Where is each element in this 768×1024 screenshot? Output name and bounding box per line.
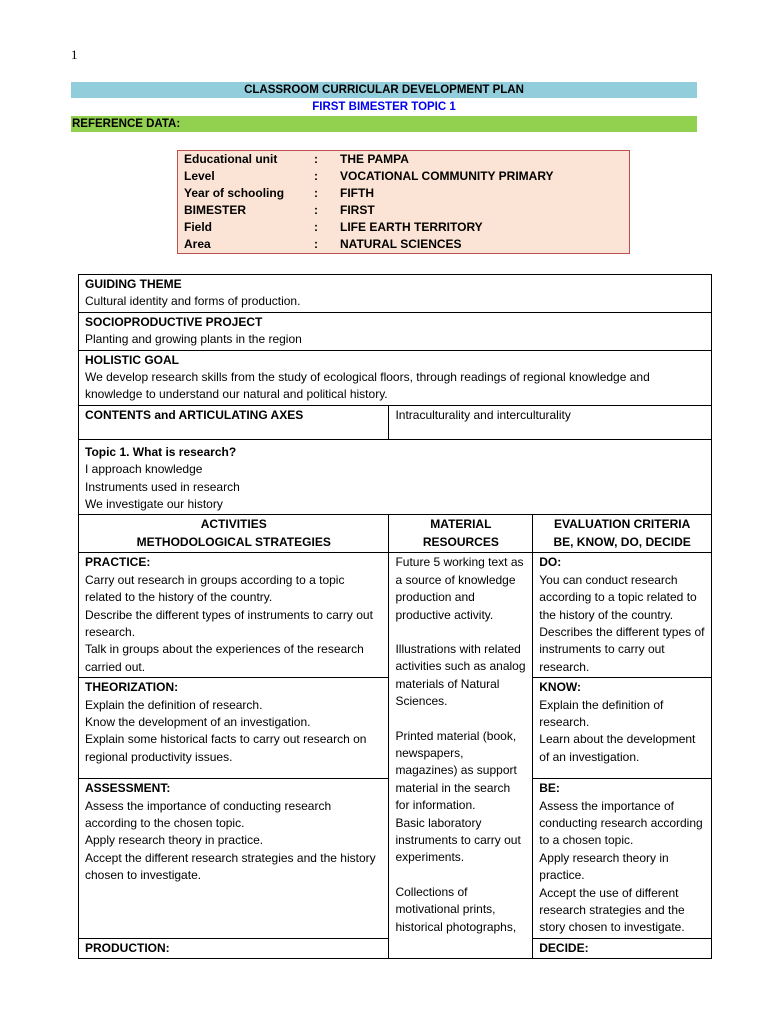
theorization-line: Explain some historical facts to carry out research on regional productivity issues.	[85, 732, 367, 764]
practice-line: Talk in groups about the experiences of the research carried out.	[85, 642, 364, 674]
topic-row	[79, 439, 712, 515]
assessment-line: Apply research theory in practice.	[85, 833, 264, 848]
reference-key: Level	[184, 169, 215, 183]
reference-separator: :	[314, 220, 318, 234]
reference-separator: :	[314, 203, 318, 217]
production-label: PRODUCTION:	[79, 938, 389, 958]
material-item: Future 5 working text as a source of knowledge production and productive activity.	[395, 555, 524, 622]
topic-item: We investigate our history	[85, 497, 223, 512]
reference-data-table	[177, 150, 630, 254]
criteria-header-line1: EVALUATION CRITERIA	[554, 517, 691, 532]
reference-separator: :	[314, 186, 318, 200]
topic-title: Topic 1. What is research?	[85, 444, 237, 459]
contents-label: CONTENTS and ARTICULATING AXES	[79, 405, 389, 439]
be-line: Accept the use of different research strategies and the story chosen to investigate.	[539, 885, 685, 935]
reference-value: FIRST	[340, 203, 375, 217]
theorization-line: Know the development of an investigation.	[85, 714, 311, 729]
guiding-theme-cell	[79, 275, 712, 313]
reference-key: BIMESTER	[184, 203, 247, 217]
material-item: Basic laboratory instruments to carry out experiments.	[395, 815, 521, 865]
reference-row	[178, 236, 630, 254]
reference-row	[178, 185, 630, 202]
activities-header-line2: METHODOLOGICAL STRATEGIES	[136, 534, 331, 549]
know-label: KNOW:	[539, 680, 582, 695]
practice-line: Carry out research in groups according to a topic related to the history of the country.	[85, 572, 345, 605]
reference-key: Year of schooling	[184, 186, 285, 200]
do-line: You can conduct research according to a topic related to the history of the country.	[539, 572, 697, 622]
contents-row	[79, 405, 712, 439]
reference-key: Field	[184, 220, 213, 234]
practice-line: Describe the different types of instruments to carry out research.	[85, 607, 373, 639]
guiding-theme-row	[79, 275, 712, 313]
know-line: Explain the definition of research.	[539, 697, 664, 729]
reference-separator: :	[314, 237, 318, 251]
be-line: Assess the importance of conducting research according to a chosen topic.	[539, 798, 703, 848]
criteria-header	[533, 515, 712, 553]
assessment-label: ASSESSMENT:	[85, 781, 171, 796]
do-cell	[533, 553, 712, 678]
criteria-header-line2: BE, KNOW, DO, DECIDE	[553, 534, 691, 549]
materials-header: MATERIAL RESOURCES	[389, 515, 533, 553]
reference-row	[178, 219, 630, 236]
topic-cell	[79, 439, 712, 515]
topic-item: I approach knowledge	[85, 462, 203, 477]
reference-data-heading: REFERENCE DATA:	[71, 116, 697, 132]
material-item: Collections of motivational prints, historical photographs,	[395, 884, 517, 934]
socioproductive-project-row	[79, 312, 712, 350]
holistic-goal-label: HOLISTIC GOAL	[85, 352, 179, 367]
material-item: Illustrations with related activities such as analog materials of Natural Sciences.	[395, 641, 526, 709]
be-label: BE:	[539, 781, 560, 796]
reference-key: Educational unit	[184, 152, 278, 166]
socioproductive-project-label: SOCIOPRODUCTIVE PROJECT	[85, 314, 263, 329]
holistic-goal-cell	[79, 350, 712, 405]
know-line: Learn about the development of an investigation.	[539, 732, 696, 764]
reference-value: LIFE EARTH TERRITORY	[340, 220, 483, 234]
theorization-label: THEORIZATION:	[85, 680, 179, 695]
reference-row	[178, 151, 630, 169]
guiding-theme-label: GUIDING THEME	[85, 277, 182, 291]
material-item: Printed material (book, newspapers, magazines) as support material in the search for information.	[395, 728, 517, 813]
assessment-line: Assess the importance of conducting research according to the chosen topic.	[85, 798, 332, 830]
be-line: Apply research theory in practice.	[539, 850, 669, 883]
guiding-theme-text: Cultural identity and forms of production.	[85, 294, 301, 309]
theorization-cell	[79, 678, 389, 779]
curricular-plan-table	[78, 274, 712, 959]
socioproductive-project-cell	[79, 312, 712, 350]
reference-separator: :	[314, 169, 318, 183]
reference-value: VOCATIONAL COMMUNITY PRIMARY	[340, 169, 554, 183]
be-cell	[533, 779, 712, 939]
document-title: CLASSROOM CURRICULAR DEVELOPMENT PLAN	[71, 82, 697, 98]
know-cell	[533, 678, 712, 779]
topic-item: Instruments used in research	[85, 479, 240, 494]
do-line: Describes the different types of instruments to carry out research.	[539, 624, 705, 674]
do-label: DO:	[539, 555, 562, 570]
reference-row	[178, 202, 630, 219]
column-header-row	[79, 515, 712, 553]
activities-header-line1: ACTIVITIES	[200, 517, 267, 532]
reference-separator: :	[314, 152, 318, 166]
page-number: 1	[71, 47, 78, 62]
reference-value: FIFTH	[340, 186, 374, 200]
decide-label: DECIDE:	[533, 938, 712, 958]
reference-value: THE PAMPA	[340, 152, 409, 166]
holistic-goal-text: We develop research skills from the study of ecological floors, through readings of regional knowledge and knowledge to understand our natural and political history.	[85, 370, 650, 402]
holistic-goal-row	[79, 350, 712, 405]
articulating-axes: Intraculturality and interculturality	[389, 405, 712, 439]
document-subtitle: FIRST BIMESTER TOPIC 1	[312, 101, 456, 113]
socioproductive-project-text: Planting and growing plants in the region	[85, 332, 302, 347]
material-resources-cell	[389, 553, 533, 959]
assessment-line: Accept the different research strategies and the history chosen to investigate.	[85, 850, 376, 883]
theorization-line: Explain the definition of research.	[85, 697, 263, 712]
reference-key: Area	[184, 237, 211, 251]
reference-value: NATURAL SCIENCES	[340, 237, 462, 251]
reference-row	[178, 168, 630, 185]
practice-cell	[79, 553, 389, 678]
practice-row	[79, 553, 712, 678]
activities-header	[79, 515, 389, 553]
assessment-cell	[79, 779, 389, 939]
practice-label: PRACTICE:	[85, 555, 151, 570]
